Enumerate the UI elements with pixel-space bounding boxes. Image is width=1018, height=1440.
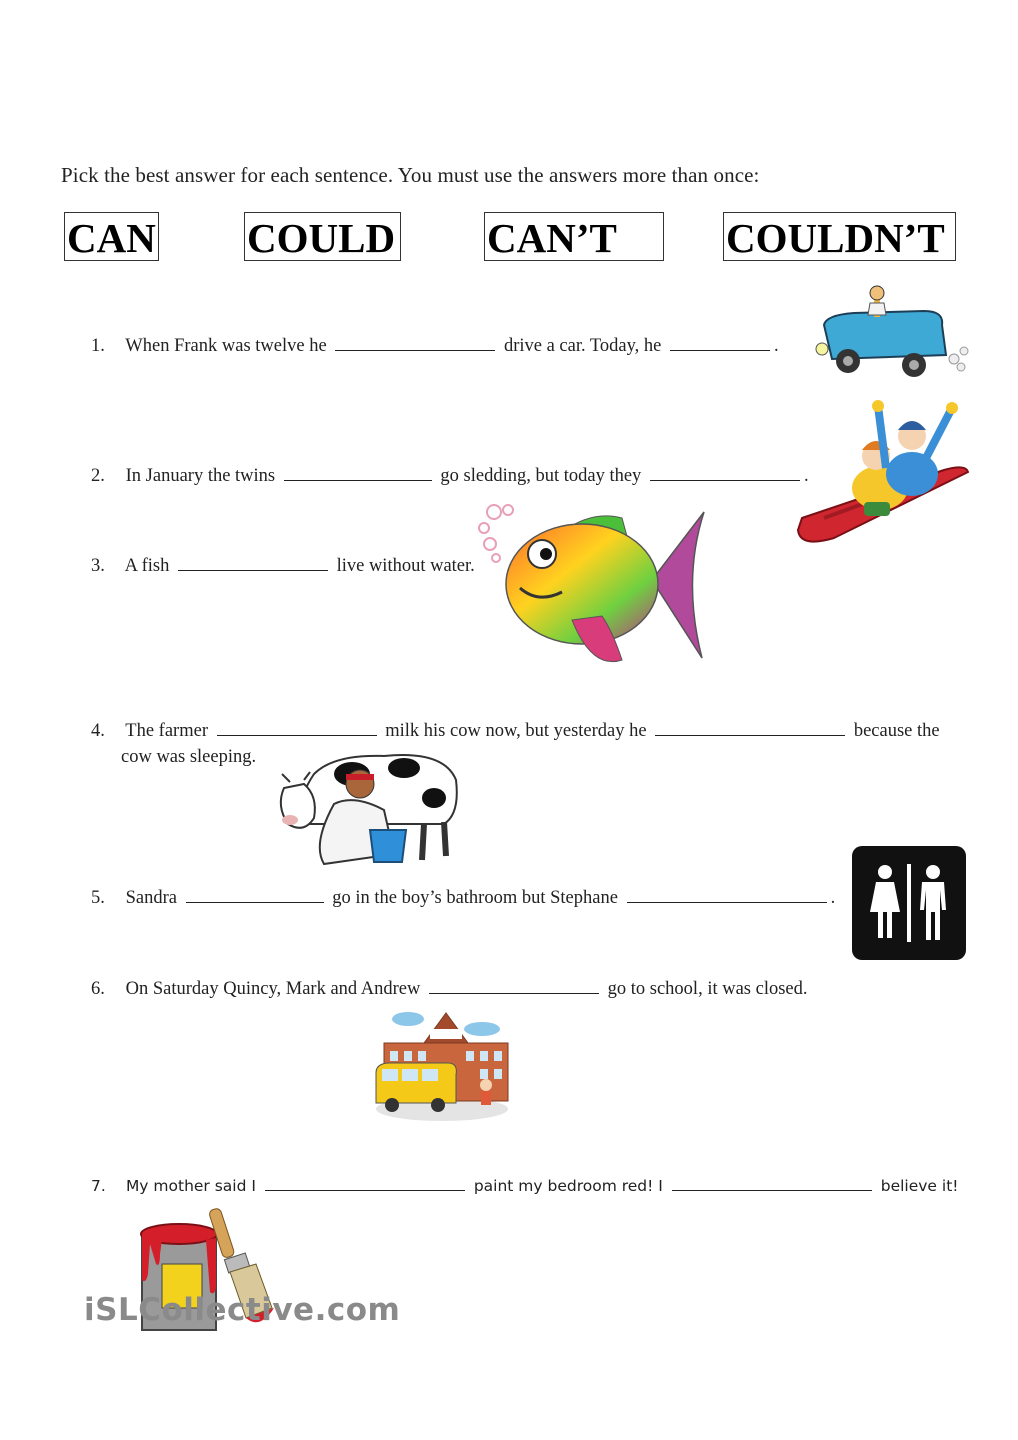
answer-blank[interactable]	[178, 553, 328, 571]
question-4-continuation: cow was sleeping.	[121, 747, 257, 767]
question-text: milk his cow now, but yesterday he	[385, 721, 647, 741]
car-clipart-icon	[814, 285, 974, 387]
question-text: .	[774, 336, 779, 356]
question-3	[91, 553, 475, 579]
question-number: 3.	[91, 556, 105, 576]
question-text: paint my bedroom red! I	[473, 1177, 663, 1195]
answer-word-could: COULD	[244, 212, 401, 261]
answer-blank[interactable]	[217, 718, 377, 736]
answer-blank[interactable]	[265, 1173, 465, 1191]
question-number: 1.	[91, 336, 105, 356]
answer-word-can: CAN	[64, 212, 159, 261]
question-text: drive a car. Today, he	[503, 336, 662, 356]
question-number: 2.	[91, 466, 105, 486]
question-text: go sledding, but today they	[440, 466, 642, 486]
question-4	[91, 718, 940, 744]
farmer-milking-cow-clipart-icon	[274, 744, 460, 874]
answer-blank[interactable]	[650, 463, 800, 481]
answer-blank[interactable]	[284, 463, 432, 481]
question-number: 5.	[91, 888, 105, 908]
question-text: When Frank was twelve he	[125, 336, 327, 356]
question-2	[91, 463, 809, 489]
question-text: go to school, it was closed.	[607, 979, 808, 999]
school-bus-clipart-icon	[372, 1005, 514, 1123]
question-text: .	[803, 466, 809, 486]
question-1	[91, 333, 779, 359]
answer-blank[interactable]	[429, 976, 599, 994]
answer-blank[interactable]	[655, 718, 845, 736]
question-text: My mother said I	[125, 1177, 256, 1195]
question-number: 7.	[91, 1177, 106, 1195]
question-text: believe it!	[880, 1177, 959, 1195]
answer-blank[interactable]	[186, 885, 324, 903]
question-text: On Saturday Quincy, Mark and Andrew	[125, 979, 421, 999]
answer-word-couldnt: COULDN’T	[723, 212, 956, 261]
question-text: A fish	[124, 556, 170, 576]
answer-blank[interactable]	[335, 333, 495, 351]
question-number: 4.	[91, 721, 105, 741]
fish-clipart-icon	[472, 500, 708, 672]
question-5	[91, 885, 835, 911]
question-7	[91, 1173, 959, 1199]
question-text: In January the twins	[125, 466, 276, 486]
answer-blank[interactable]	[672, 1173, 872, 1191]
question-number: 6.	[91, 979, 105, 999]
watermark: iSLCollective.com	[84, 1292, 401, 1328]
answer-word-cant: CAN’T	[484, 212, 664, 261]
question-text: Sandra	[125, 888, 177, 908]
answer-blank[interactable]	[670, 333, 770, 351]
restroom-sign-icon	[852, 846, 966, 960]
answer-blank[interactable]	[627, 885, 827, 903]
question-6	[91, 976, 808, 1002]
question-text: live without water.	[336, 556, 475, 576]
question-text: because the	[853, 721, 940, 741]
question-text: go in the boy’s bathroom but Stephane	[332, 888, 618, 908]
question-text: .	[830, 888, 836, 908]
sled-kids-clipart-icon	[794, 398, 972, 550]
question-text: The farmer	[125, 721, 208, 741]
instructions: Pick the best answer for each sentence. You must use the answers more than once:	[61, 163, 760, 187]
